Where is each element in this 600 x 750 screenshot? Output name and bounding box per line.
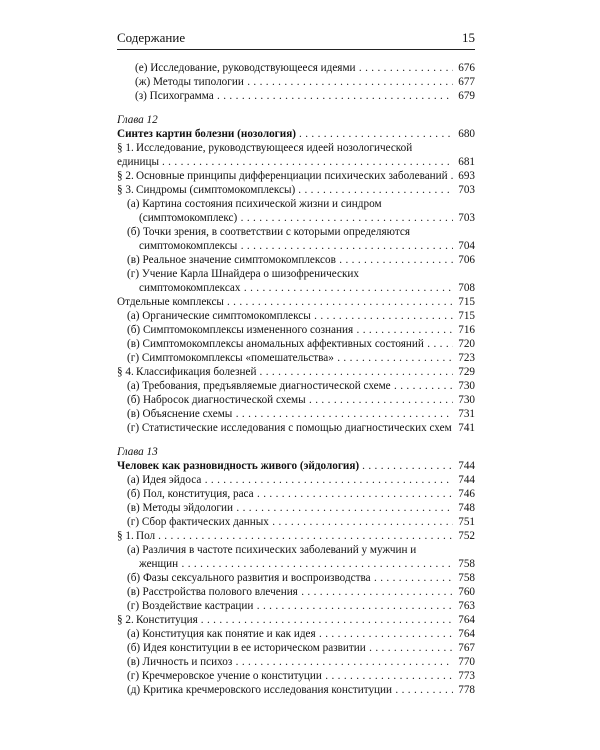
toc-entry-label-wrap [127,393,453,407]
toc-entry-title: (б) Набросок диагностической схемы [127,394,306,406]
toc-entry-title: (д) Критика кречмеровского исследования конституции [127,684,393,696]
toc-entry-page: 764 [453,613,475,627]
toc-entry-label-wrap [127,337,453,351]
running-header [117,30,475,48]
toc-entry-page: 751 [453,515,475,529]
toc-entry-label-wrap [117,141,453,169]
toc-entry[interactable] [117,309,475,323]
toc-entry[interactable] [117,75,475,89]
toc-entry-title: Основные принципы дифференциации психических заболеваний [136,170,448,182]
toc-entry-title: Классификация болезней [136,366,257,378]
toc-entry-page: 778 [453,683,475,697]
toc-entry[interactable] [117,379,475,393]
toc-entry-label-wrap [127,515,453,529]
toc-entry-title: (г) Кречмеровское учение о конституции [127,670,322,682]
toc-entry-page: 744 [453,459,475,473]
toc-entry-page: 676 [453,61,475,75]
toc-entry-label-wrap [127,543,453,571]
toc-entry-page: 703 [453,211,475,225]
toc-entry-title: (б) Симптомокомплексы измененного сознания [127,324,354,336]
toc-entry-label-wrap [117,365,453,379]
toc-entry-page: 764 [453,627,475,641]
toc-entry[interactable] [117,127,475,141]
section-number: § 4. [117,365,136,379]
toc-entry-title: (г) Статистические исследования с помощью диагностических схем [127,422,452,434]
toc-entry-label-wrap [117,169,453,183]
toc-entry-title: (а) Органические симптомокомплексы [127,310,311,322]
toc-entry-label-wrap [117,295,453,309]
toc-entry-title: (а) Идея эйдоса [127,474,202,486]
toc-entry-page: 730 [453,393,475,407]
toc-entry-page: 720 [453,337,475,351]
toc-entry-page: 730 [453,379,475,393]
header-title: Содержание [117,30,186,45]
toc-entry-page: 758 [453,557,475,571]
toc-entry-label-wrap [127,683,453,697]
toc-entry-label-wrap [127,253,453,267]
toc-entry[interactable] [117,393,475,407]
toc-entry-title: (б) Пол, конституция, раса [127,488,254,500]
toc-entry-page: 681 [453,155,475,169]
toc-entry-title: (е) Исследование, руководствующееся идеями [135,62,356,74]
toc-entry[interactable] [117,641,475,655]
toc-entry-title: (б) Точки зрения, в соответствии с которыми определяются симптомокомплексы [127,226,410,252]
toc-entry-title: (в) Реальное значение симптомокомплексов [127,254,336,266]
toc-entry-title: Пол [136,530,156,542]
toc-entry-title: Отдельные комплексы [117,296,224,308]
toc-entry[interactable] [117,351,475,365]
toc-entry-title: (з) Психограмма [135,90,214,102]
toc-entry[interactable] [117,571,475,585]
toc-entry-label-wrap [127,379,453,393]
toc-entry-label-wrap [135,89,453,103]
toc-entry[interactable] [117,585,475,599]
toc-entry[interactable] [117,599,475,613]
toc-entry-page: 708 [453,281,475,295]
toc-entry[interactable] [117,225,475,253]
toc-entry-page: 715 [453,295,475,309]
toc-entry-page: 716 [453,323,475,337]
toc-entry-page: 763 [453,599,475,613]
toc-entry-title: (б) Фазы сексуального развития и воспроизводства [127,572,371,584]
toc-entry-page: 760 [453,585,475,599]
toc-entry[interactable] [117,683,475,697]
toc-entry-title: Человек как разновидность живого (эйдология) [117,460,360,472]
toc-entry-page: 723 [453,351,475,365]
toc-entry-page: 715 [453,309,475,323]
toc-entry[interactable] [117,613,475,627]
toc-entry[interactable] [117,529,475,543]
toc-entry-page: 758 [453,571,475,585]
toc-entry-label-wrap [127,501,453,515]
section-number: § 1. [117,529,136,543]
toc-entry[interactable] [117,473,475,487]
toc-entry-page: 679 [453,89,475,103]
toc-entry[interactable] [117,337,475,351]
toc-entry[interactable] [117,543,475,571]
toc-entry-page: 677 [453,75,475,89]
toc-entry[interactable] [117,501,475,515]
toc-entry-label-wrap [127,599,453,613]
toc-entry[interactable] [117,627,475,641]
toc-entry-title: (в) Методы эйдологии [127,502,233,514]
toc-entry-label-wrap [127,655,453,669]
toc-entry-title: (в) Объяснение схемы [127,408,233,420]
toc-entry-title: Синтез картин болезни (нозология) [117,128,296,140]
toc-entry-page: 770 [453,655,475,669]
toc-entry-page: 693 [453,169,475,183]
toc-entry-page: 680 [453,127,475,141]
toc-entry-title: Исследование, руководствующееся идеей нозологической единицы [117,142,413,168]
toc-entry-title: Конституция [136,614,198,626]
chapter-heading: Глава 12 [117,114,158,126]
section-number: § 1. [117,141,136,155]
table-of-contents [117,61,475,697]
toc-entry-title: (ж) Методы типологии [135,76,244,88]
section-number: § 3. [117,183,136,197]
toc-entry-title: (в) Симптомокомплексы аномальных аффективных состояний [127,338,424,350]
toc-entry-page: 767 [453,641,475,655]
toc-entry[interactable] [117,365,475,379]
toc-entry-title: (а) Требования, предъявляемые диагностической схеме [127,380,391,392]
toc-entry-page: 704 [453,239,475,253]
section-number: § 2. [117,169,136,183]
toc-entry-label-wrap [127,351,453,365]
toc-entry[interactable] [117,61,475,75]
toc-entry-label-wrap [127,571,453,585]
toc-entry-title: (в) Расстройства полового влечения [127,586,298,598]
header-rule [117,49,475,50]
toc-entry-title: (г) Учение Карла Шнайдера о шизофренических симптомокомплексах [127,268,359,294]
section-number: § 2. [117,613,136,627]
toc-entry[interactable] [117,655,475,669]
toc-entry[interactable] [117,323,475,337]
toc-entry-label-wrap [127,669,453,683]
toc-entry-label-wrap [127,487,453,501]
toc-entry-title: Синдромы (симптомокомплексы) [136,184,296,196]
toc-entry-page: 773 [453,669,475,683]
toc-entry[interactable] [117,183,475,197]
toc-entry-label-wrap [117,529,453,543]
toc-entry-label-wrap [117,613,453,627]
toc-entry[interactable] [117,459,475,473]
chapter-heading: Глава 13 [117,446,158,458]
toc-entry-page: 729 [453,365,475,379]
toc-entry[interactable] [117,89,475,103]
toc-entry-title: (а) Различия в частоте психических заболеваний у мужчин и женщин [127,544,417,570]
toc-entry-page: 731 [453,407,475,421]
toc-entry-label-wrap [127,323,453,337]
toc-entry[interactable] [117,407,475,421]
toc-entry-label-wrap [127,309,453,323]
toc-entry-label-wrap [117,459,453,473]
toc-entry[interactable] [117,295,475,309]
toc-entry-title: (а) Картина состояния психической жизни и синдром (симптомокомплекс) [127,198,382,224]
toc-entry-label-wrap [127,641,453,655]
toc-entry-title: (а) Конституция как понятие и как идея [127,628,316,640]
toc-entry-label-wrap [135,61,453,75]
toc-entry[interactable] [117,197,475,225]
toc-entry[interactable] [117,669,475,683]
toc-entry-label-wrap [117,183,453,197]
toc-entry-title: (б) Идея конституции в ее историческом развитии [127,642,366,654]
toc-entry-label-wrap [127,225,453,253]
toc-entry-title: (г) Симптомокомплексы «помешательства» [127,352,334,364]
toc-entry-page: 706 [453,253,475,267]
toc-entry-label-wrap [127,421,453,435]
toc-entry[interactable] [117,253,475,267]
toc-entry-label-wrap [127,473,453,487]
toc-entry-title: (в) Личность и психоз [127,656,233,668]
toc-entry-label-wrap [127,407,453,421]
toc-entry[interactable] [117,487,475,501]
header-page-number: 15 [462,30,475,45]
toc-entry-label-wrap [127,267,453,295]
toc-entry-label-wrap [127,197,453,225]
toc-entry-page: 748 [453,501,475,515]
toc-entry-label-wrap [127,627,453,641]
toc-entry-title: (г) Сбор фактических данных [127,516,269,528]
toc-entry-label-wrap [135,75,453,89]
toc-entry-page: 746 [453,487,475,501]
toc-entry-page: 703 [453,183,475,197]
toc-entry-title: (г) Воздействие кастрации [127,600,254,612]
toc-entry-page: 741 [453,421,475,435]
toc-entry-page: 744 [453,473,475,487]
toc-entry-page: 752 [453,529,475,543]
toc-entry[interactable] [117,421,475,435]
toc-entry-label-wrap [127,585,453,599]
toc-entry[interactable] [117,169,475,183]
toc-entry[interactable] [117,515,475,529]
toc-entry-label-wrap [117,127,453,141]
toc-entry[interactable] [117,141,475,169]
toc-entry[interactable] [117,267,475,295]
